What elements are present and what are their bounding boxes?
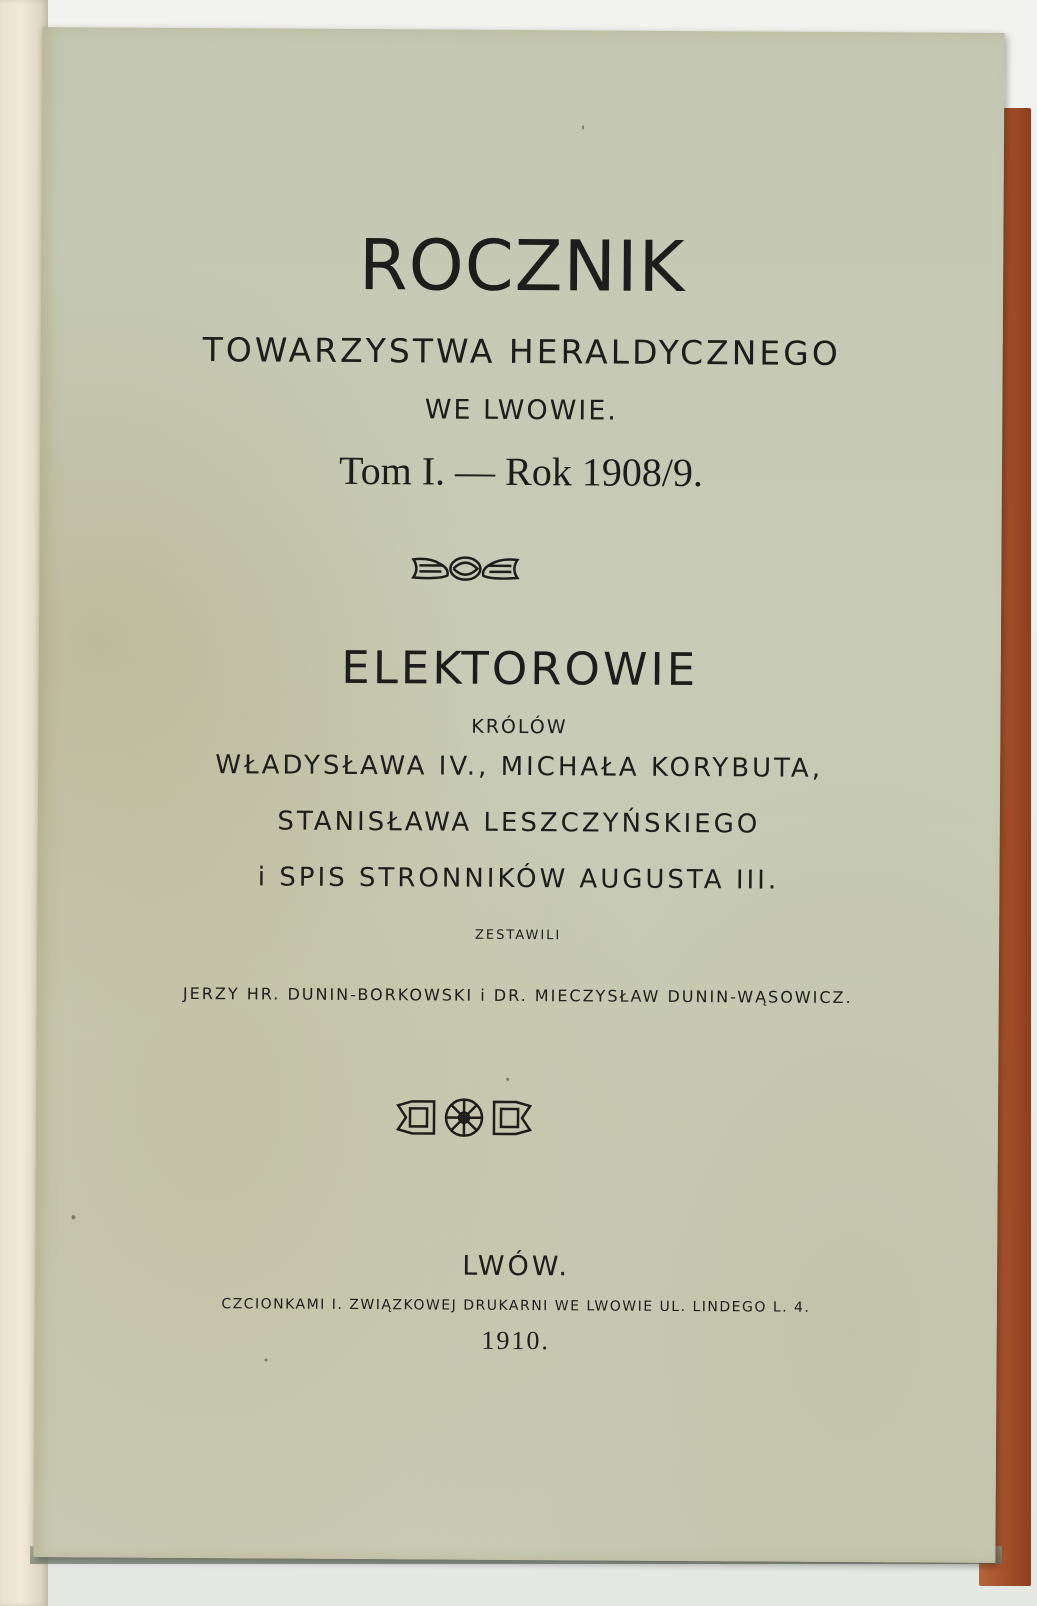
foxing-spot (506, 1078, 509, 1081)
volume-line: Tom I. — Rok 1908/9. (338, 447, 704, 496)
publication-place: LWÓW. (462, 1250, 571, 1283)
authors-line: JERZY HR. DUNIN-BORKOWSKI i DR. MIECZYSŁAW DUNIN-WĄSOWICZ. (182, 983, 853, 1008)
society-name: TOWARZYSTWA HERALDYCZNEGO (202, 330, 841, 373)
work-title: ELEKTOROWIE (341, 640, 699, 697)
title-page (33, 27, 1004, 1563)
foxing-spot (71, 1215, 75, 1219)
foxing-spot (265, 1358, 268, 1361)
foxing-spot (582, 125, 584, 129)
ornament-large-icon (394, 1095, 534, 1140)
work-line-3: i SPIS STRONNIKÓW AUGUSTA III. (257, 862, 780, 896)
page-title: ROCZNIK (358, 224, 686, 309)
society-location: WE LWOWIE. (424, 394, 619, 427)
compiled-by-label: ZESTAWILI (474, 927, 562, 944)
printer-line: CZCIONKAMI I. ZWIĄZKOWEJ DRUKARNI WE LWOWIE UL. LINDEGO L. 4. (221, 1296, 811, 1316)
ornament-small-icon (409, 553, 521, 584)
work-kings-label: KRÓLÓW (471, 715, 568, 739)
work-line-2: STANISŁAWA LESZCZYŃSKIEGO (277, 806, 761, 840)
publication-year: 1910. (481, 1325, 551, 1356)
work-line-1: WŁADYSŁAWA IV., MICHAŁA KORYBUTA, (215, 750, 824, 784)
